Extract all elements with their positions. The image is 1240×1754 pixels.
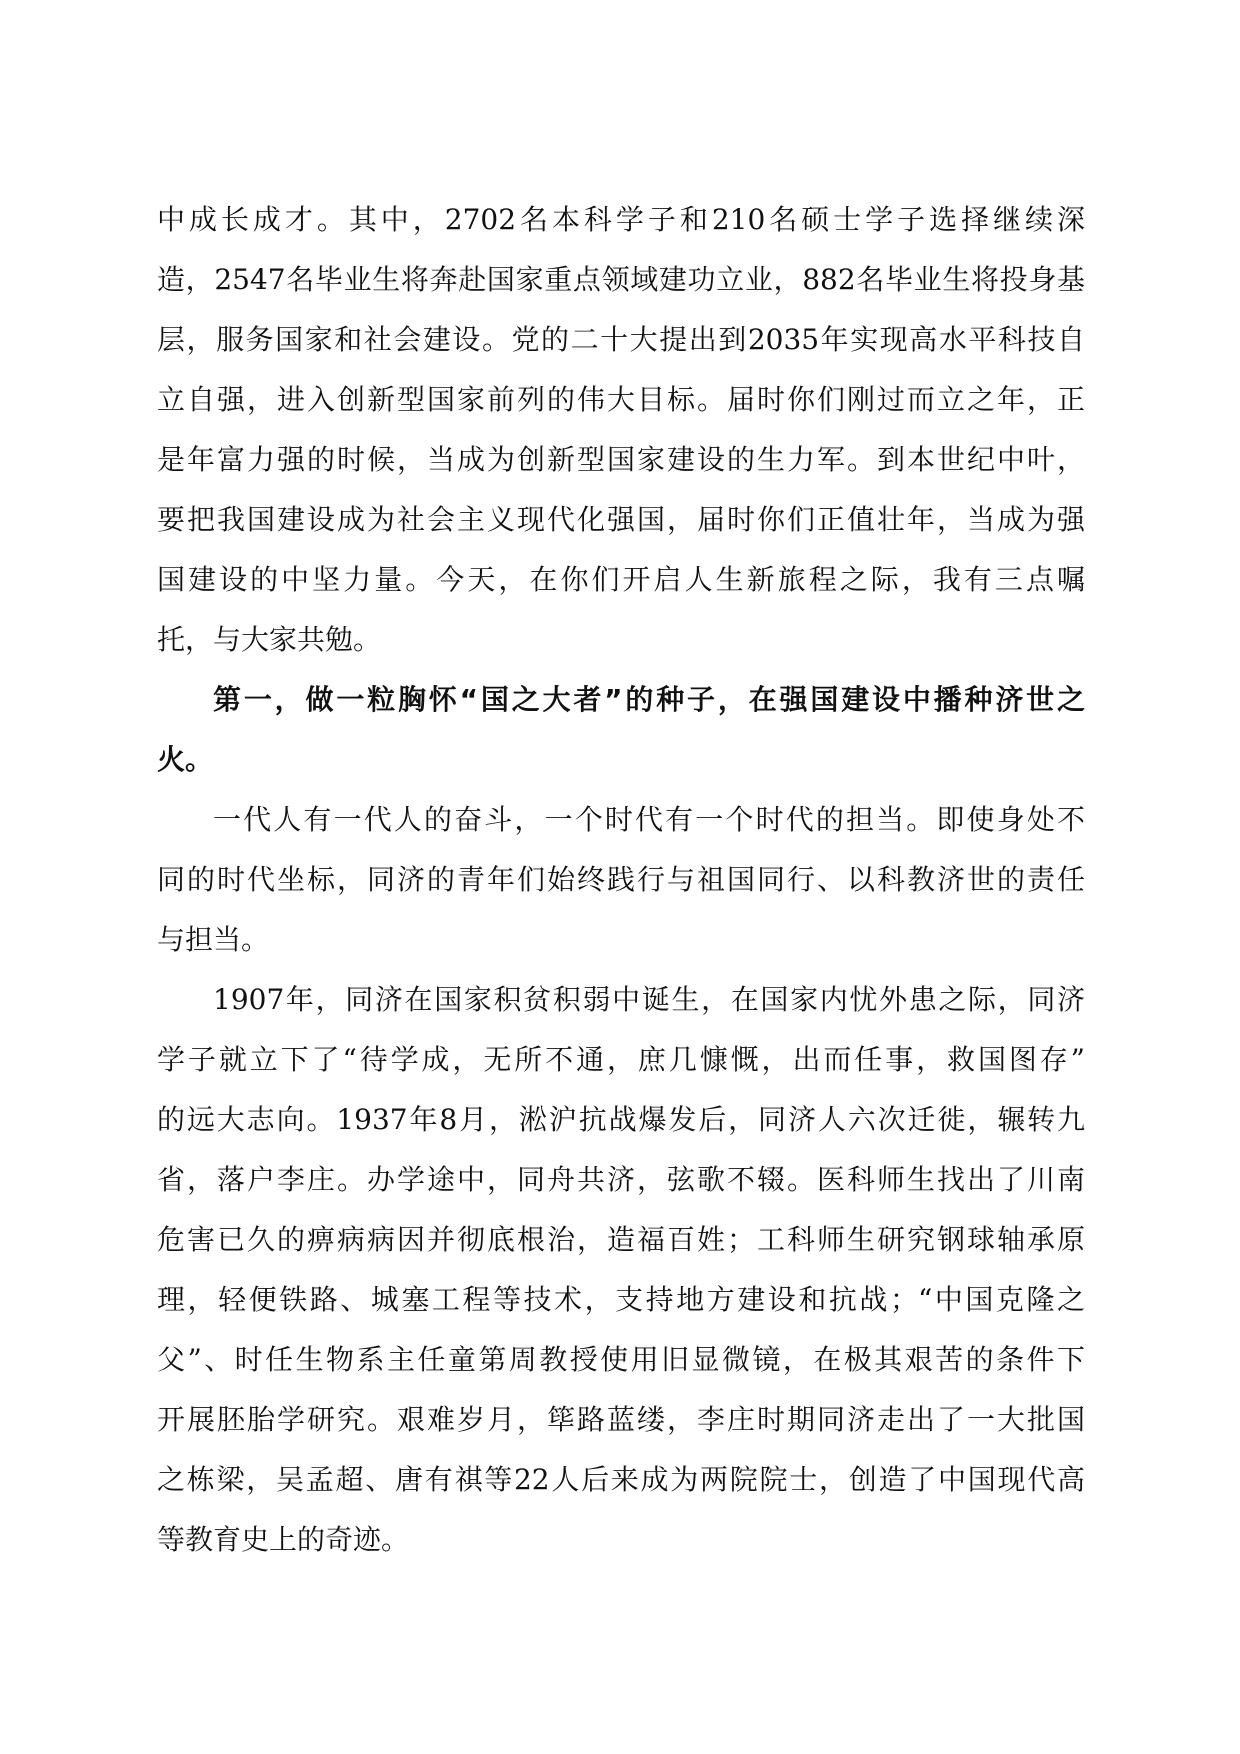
paragraph-line: 的远大志向。1937年8月，淞沪抗战爆发后，同济人六次迁徙，辗转九 (157, 1103, 1085, 1136)
paragraph-line: 1907年，同济在国家积贫积弱中诞生，在国家内忧外患之际，同济 (213, 983, 1085, 1016)
paragraph-line: 学子就立下了“待学成，无所不通，庶几慷慨，出而任事，救国图存” (157, 1043, 1085, 1076)
paragraph-line: 同的时代坐标，同济的青年们始终践行与祖国同行、以科教济世的责任 (157, 863, 1085, 896)
paragraph-line: 与担当。 (157, 923, 270, 956)
paragraph-line: 层，服务国家和社会建设。党的二十大提出到2035年实现高水平科技自 (157, 323, 1085, 356)
paragraph-line: 一代人有一代人的奋斗，一个时代有一个时代的担当。即使身处不 (213, 803, 1085, 836)
paragraph-line: 中成长成才。其中，2702名本科学子和210名硕士学子选择继续深 (157, 203, 1085, 236)
paragraph-line: 国建设的中坚力量。今天，在你们开启人生新旅程之际，我有三点嘱 (157, 563, 1085, 596)
paragraph-line: 父”、时任生物系主任童第周教授使用旧显微镜，在极其艰苦的条件下 (157, 1343, 1085, 1376)
paragraph-line: 造，2547名毕业生将奔赴国家重点领域建功立业，882名毕业生将投身基 (157, 263, 1085, 296)
paragraph-line: 等教育史上的奇迹。 (157, 1523, 410, 1556)
paragraph-line: 开展胚胎学研究。艰难岁月，筚路蓝缕，李庄时期同济走出了一大批国 (157, 1403, 1085, 1436)
paragraph-line: 之栋梁，吴孟超、唐有祺等22人后来成为两院院士，创造了中国现代高 (157, 1463, 1085, 1496)
section-heading: 火。 (157, 743, 214, 776)
paragraph-line: 危害已久的痹病病因并彻底根治，造福百姓；工科师生研究钢球轴承原 (157, 1223, 1085, 1256)
paragraph-line: 省，落户李庄。办学途中，同舟共济，弦歌不辍。医科师生找出了川南 (157, 1163, 1085, 1196)
paragraph-line: 立自强，进入创新型国家前列的伟大目标。届时你们刚过而立之年，正 (157, 383, 1085, 416)
paragraph-line: 是年富力强的时候，当成为创新型国家建设的生力军。到本世纪中叶， (157, 443, 1085, 476)
paragraph-line: 托，与大家共勉。 (157, 623, 382, 656)
document-body (157, 190, 1085, 1570)
paragraph-line: 要把我国建设成为社会主义现代化强国，届时你们正值壮年，当成为强 (157, 503, 1085, 536)
section-heading: 第一，做一粒胸怀“国之大者”的种子，在强国建设中播种济世之 (213, 683, 1085, 716)
paragraph-line: 理，轻便铁路、城塞工程等技术，支持地方建设和抗战；“中国克隆之 (157, 1283, 1085, 1316)
